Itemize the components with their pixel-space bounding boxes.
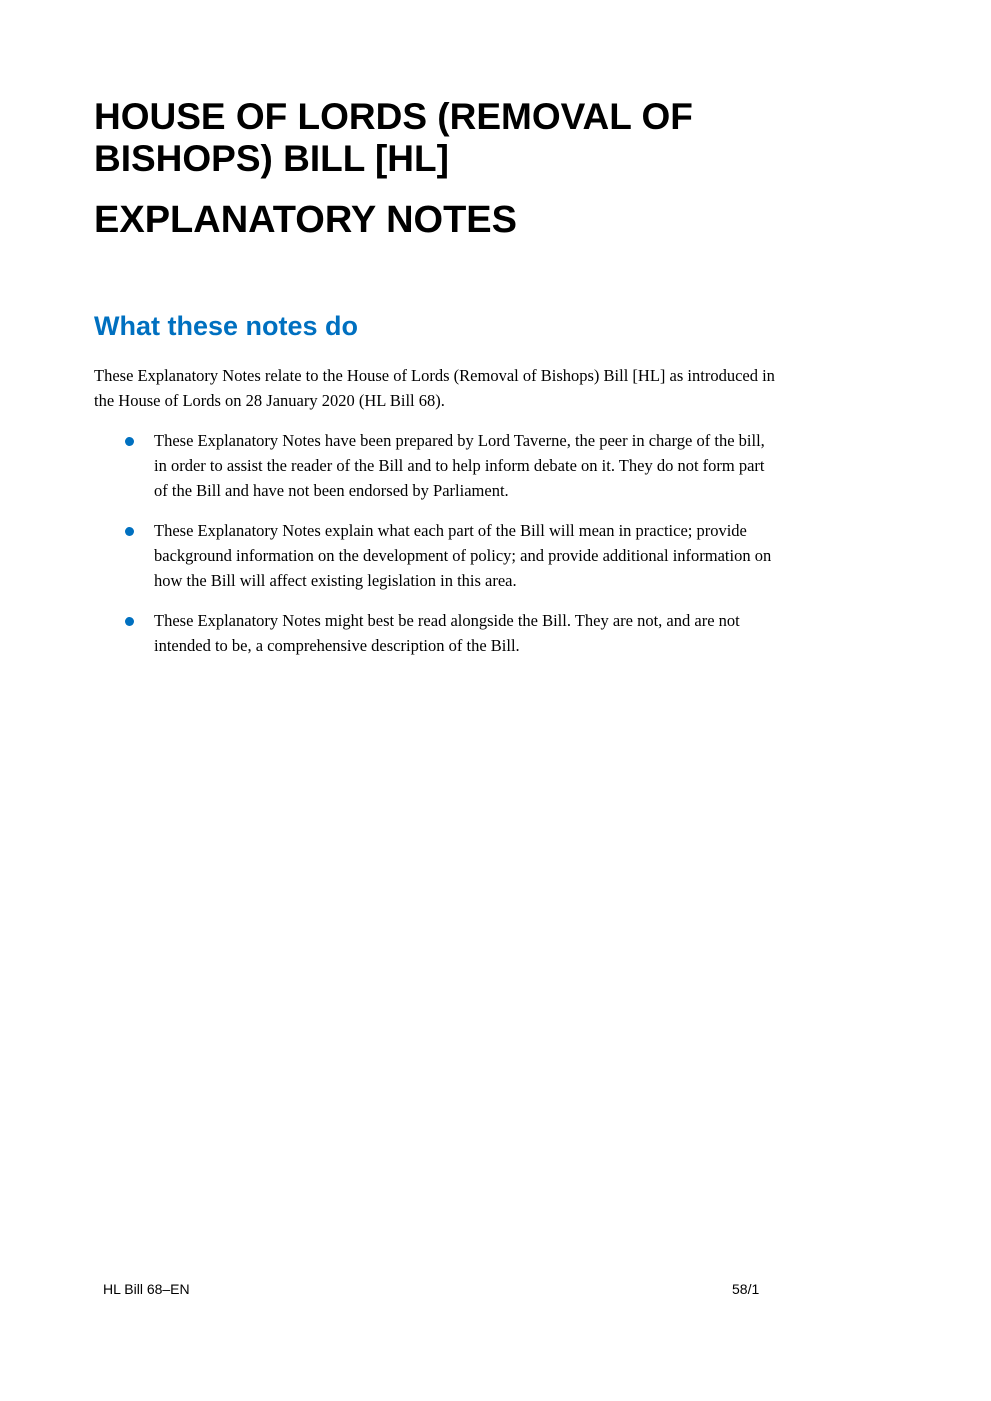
bullet-item	[154, 518, 771, 593]
text-line: in order to assist the reader of the Bill and to help inform debate on it. They do not form part	[154, 456, 765, 475]
intro-paragraph	[94, 363, 775, 413]
text-line: These Explanatory Notes might best be read alongside the Bill. They are not, and are not	[154, 611, 740, 630]
document-subtitle: EXPLANATORY NOTES	[94, 199, 517, 241]
text-line: how the Bill will affect existing legislation in this area.	[154, 571, 517, 590]
bullet-item	[154, 608, 740, 658]
text-line: intended to be, a comprehensive description of the Bill.	[154, 636, 520, 655]
text-line: These Explanatory Notes explain what each part of the Bill will mean in practice; provide	[154, 521, 747, 540]
bullet-item	[154, 428, 765, 503]
document-title	[94, 96, 693, 180]
bullet-icon	[125, 437, 134, 446]
bullet-icon	[125, 617, 134, 626]
text-line: These Explanatory Notes have been prepared by Lord Taverne, the peer in charge of the bill,	[154, 431, 765, 450]
title-line: HOUSE OF LORDS (REMOVAL OF	[94, 96, 693, 137]
text-line: background information on the development of policy; and provide additional information on	[154, 546, 772, 565]
bullet-icon	[125, 527, 134, 536]
footer-bill-reference: HL Bill 68–EN	[103, 1281, 190, 1297]
footer-page-code: 58/1	[732, 1281, 760, 1297]
text-line: the House of Lords on 28 January 2020 (HL Bill 68).	[94, 391, 445, 410]
title-line: BISHOPS) BILL [HL]	[94, 138, 449, 179]
text-line: These Explanatory Notes relate to the House of Lords (Removal of Bishops) Bill [HL] as introduced in	[94, 366, 775, 385]
text-line: of the Bill and have not been endorsed by Parliament.	[154, 481, 509, 500]
section-heading: What these notes do	[94, 311, 359, 341]
